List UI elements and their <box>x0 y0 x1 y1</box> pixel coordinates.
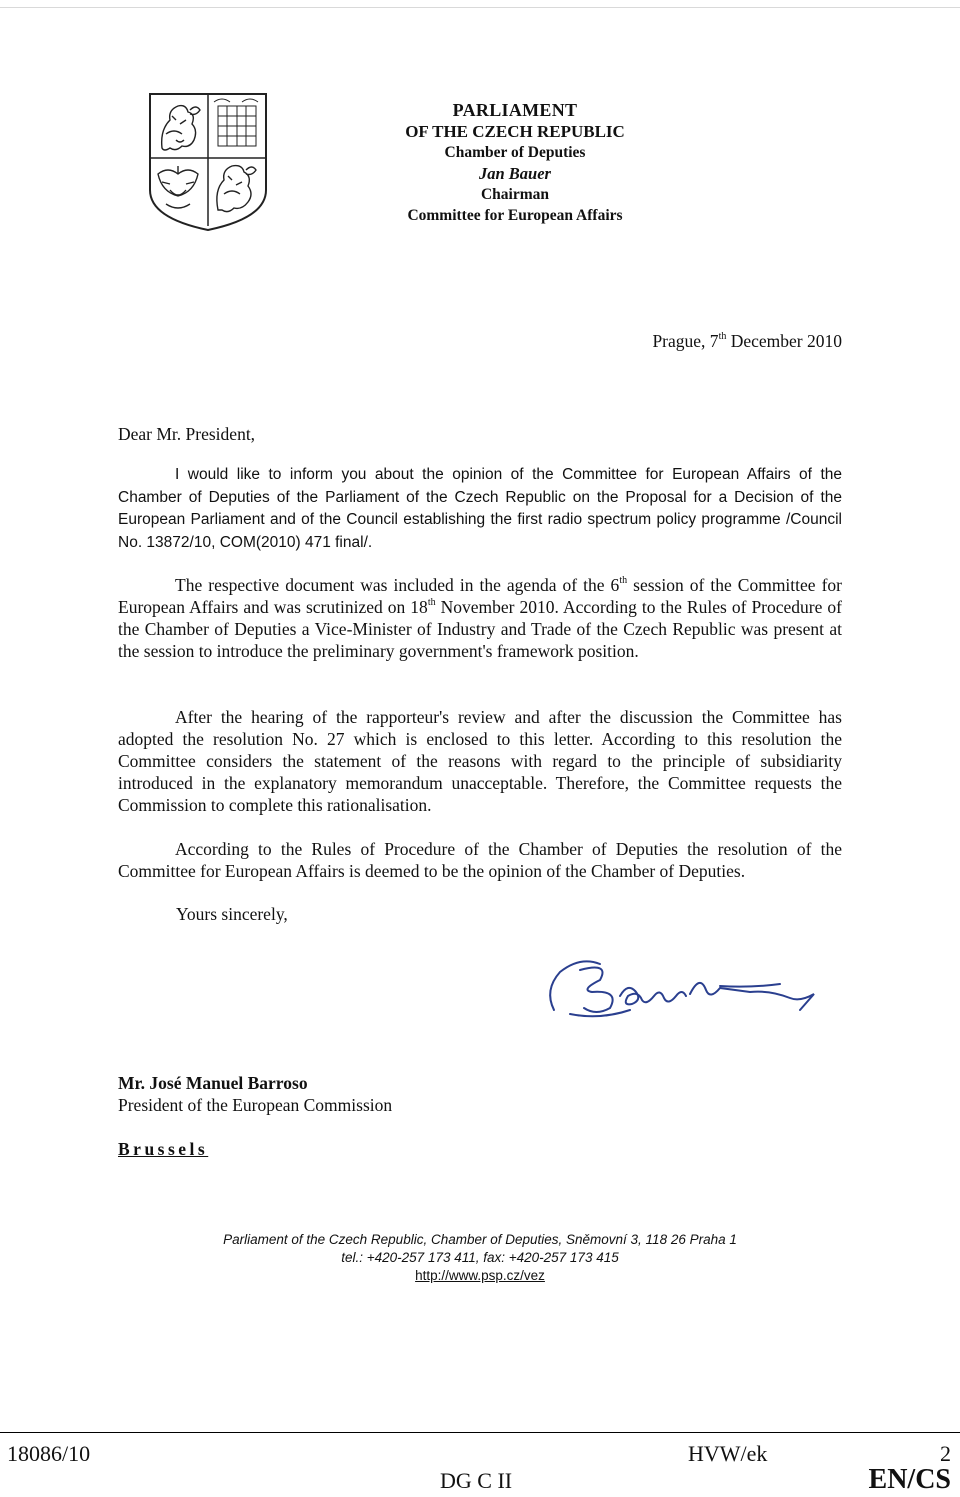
date-line <box>652 331 842 352</box>
letterhead-committee: Committee for European Affairs <box>407 207 623 224</box>
date-ordinal: th <box>718 331 727 342</box>
paragraph-3 <box>118 706 842 816</box>
addressee-name: Mr. José Manuel Barroso <box>118 1073 308 1093</box>
p2-part-c: November 2010. According to the Rules of Procedure of the Chamber of Deputies a Vice-Minister of Industry and Trade of the Czech Republic was present at the session to introduce the preliminary government's framework position. <box>118 597 842 661</box>
salutation: Dear Mr. President, <box>118 424 256 444</box>
document-reference: 18086/10 <box>7 1441 91 1466</box>
footer-url: http://www.psp.cz/vez <box>415 1268 545 1283</box>
language-code: EN/CS <box>868 1464 951 1495</box>
letterhead-sender-name: Jan Bauer <box>479 164 551 183</box>
date-suffix: December 2010 <box>726 331 842 351</box>
footer-address: Parliament of the Czech Republic, Chamber of Deputies, Sněmovní 3, 118 26 Praha 1 <box>223 1232 737 1247</box>
paragraph-4 <box>118 838 842 882</box>
p2-part-a: The respective document was included in the agenda of the 6 <box>175 575 620 595</box>
author-initials: HVW/ek <box>688 1441 768 1466</box>
page-number: 2 <box>940 1441 951 1466</box>
paragraph-2-text <box>118 574 842 662</box>
footer-phone-fax: tel.: +420-257 173 411, fax: +420-257 173 415 <box>341 1250 619 1265</box>
p2-ordinal-1: th <box>619 575 628 586</box>
p2-ordinal-2: th <box>427 597 436 608</box>
top-border-line <box>0 7 960 8</box>
handwritten-signature <box>540 950 840 1030</box>
letterhead-sender-role: Chairman <box>480 186 550 203</box>
letterhead-country: OF THE CZECH REPUBLIC <box>405 122 625 141</box>
page-footer-rule <box>0 1432 960 1433</box>
letterhead <box>330 100 700 226</box>
addressee-block <box>118 1072 392 1116</box>
paragraph-4-text: According to the Rules of Procedure of the Chamber of Deputies the resolution of the Committee for European Affairs is deemed to be the opinion of the Chamber of Deputies. <box>118 839 842 881</box>
paragraph-3-text: After the hearing of the rapporteur's review and after the discussion the Committee has adopted the resolution No. 27 which is enclosed to this letter. According to this resolution the Committee considers the statement of the reasons with regard to the principle of subsidiarity introduced in the explanatory memorandum unacceptable. Therefore, the Committee requests the Commission to complete this rationalisation. <box>118 707 842 815</box>
letterhead-chamber: Chamber of Deputies <box>444 144 586 161</box>
closing-phrase: Yours sincerely, <box>176 904 288 924</box>
addressee-city: Brussels <box>118 1139 209 1159</box>
paragraph-2 <box>118 574 842 662</box>
directorate-code: DG C II <box>440 1468 513 1493</box>
paragraph-1 <box>118 464 842 554</box>
paragraph-1-text: I would like to inform you about the opinion of the Committee for European Affairs of the Chamber of Deputies of the Parliament of the Czech Republic on the Proposal for a Decision of the European Parliament and of the Council establishing the first radio spectrum policy programme /Council No. 13872/10, COM(2010) 471 final/. <box>118 466 842 551</box>
date-prefix: Prague, 7 <box>652 331 719 351</box>
letter-footer <box>190 1231 770 1285</box>
addressee-title: President of the European Commission <box>118 1095 393 1115</box>
letterhead-parliament: PARLIAMENT <box>452 100 578 120</box>
p2-part-b: session of the Committee for European Affairs and was scrutinized on 18 <box>118 575 842 617</box>
coat-of-arms-emblem <box>146 90 270 232</box>
